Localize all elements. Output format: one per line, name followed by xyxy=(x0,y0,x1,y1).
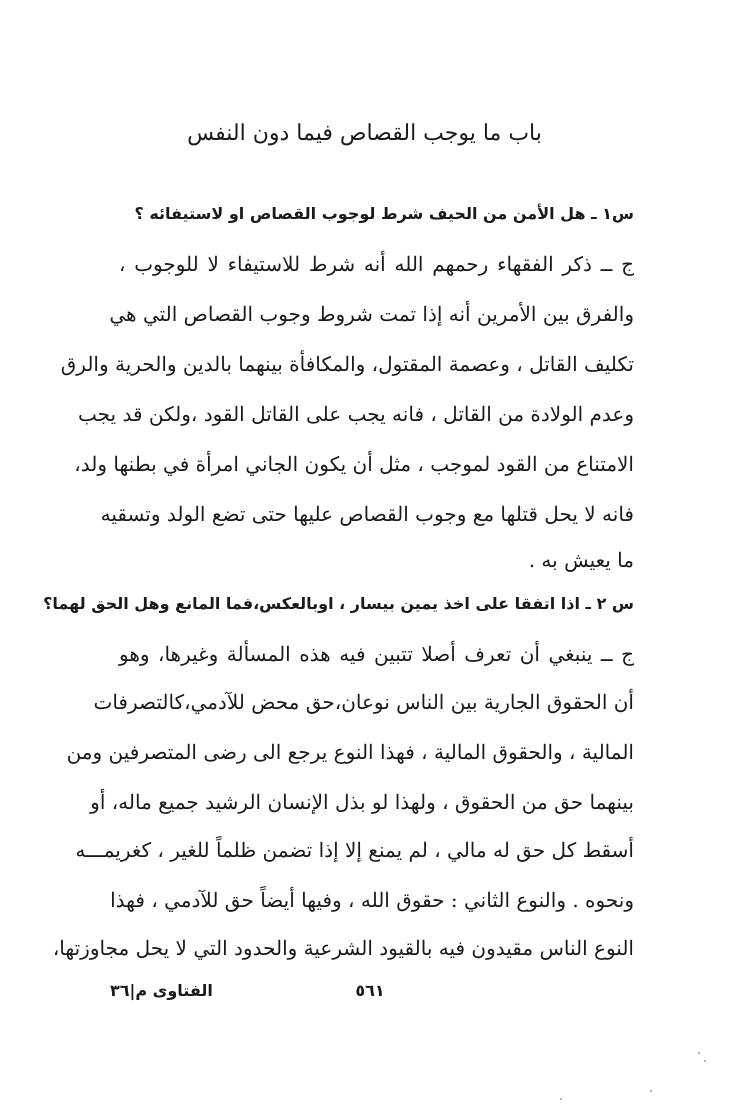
answer-1-line: ج ــ ذكر الفقهاء رحمهم الله أنه شرط للاستيفاء لا للوجوب ، xyxy=(119,252,634,276)
answer-2-line: بينهما حق من الحقوق ، ولهذا لو بذل الإنسان الرشيد جميع ماله، أو xyxy=(90,790,634,814)
answer-1-line: تكليف القاتل ، وعصمة المقتول، والمكافأة بينهما بالدين والحرية والرق xyxy=(60,352,634,376)
question-2: س ٢ ـ اذا اتفقا على اخذ يمين بيسار ، اوبالعكس،فما المانع وهل الحق لهما؟ xyxy=(43,594,634,613)
book-reference: الفتاوى م|٣٦ xyxy=(110,981,213,1000)
answer-2-line: أن الحقوق الجارية بين الناس نوعان،حق محض للآدمي،كالتصرفات xyxy=(93,690,634,714)
page-number: ٥٦١ xyxy=(355,981,385,1000)
answer-2-line: المالية ، والحقوق المالية ، فهذا النوع يرجع الى رضى المتصرفين ومن xyxy=(66,740,634,764)
answer-2-line: أسقط كل حق له مالي ، لم يمنع إلا إذا تضمن ظلماً للغير ، كغريمـــه xyxy=(75,838,634,862)
scan-speck xyxy=(698,1052,700,1054)
answer-1-line: والفرق بين الأمرين أنه إذا تمت شروط وجوب القصاص التي هي xyxy=(109,302,634,326)
answer-1-line: فانه لا يحل قتلها مع وجوب القصاص عليها حتى تضع الولد وتسقيه xyxy=(100,502,634,526)
answer-2-line: ج ــ ينبغي أن تعرف أصلا تتبين فيه هذه المسألة وغيرها، وهو xyxy=(119,642,634,666)
scan-speck xyxy=(560,1098,562,1100)
scan-speck xyxy=(704,1060,706,1062)
scan-speck xyxy=(650,1090,652,1092)
answer-2-line: النوع الناس مقيدون فيه بالقيود الشرعية والحدود التي لا يحل مجاوزتها، xyxy=(52,936,634,960)
chapter-title: باب ما يوجب القصاص فيما دون النفس xyxy=(187,121,542,146)
answer-1-line: ما يعيش به . xyxy=(528,548,634,572)
answer-1-line: الامتناع من القود لموجب ، مثل أن يكون الجاني امرأة في بطنها ولد، xyxy=(74,452,634,476)
question-1: س١ ـ هل الأمن من الحيف شرط لوجوب القصاص او لاستيفائه ؟ xyxy=(134,204,634,223)
answer-1-line: وعدم الولادة من القاتل ، فانه يجب على القاتل القود ،ولكن قد يجب xyxy=(77,402,634,426)
answer-2-line: ونحوه . والنوع الثاني : حقوق الله ، وفيها أيضاً حق للآدمي ، فهذا xyxy=(110,888,634,912)
